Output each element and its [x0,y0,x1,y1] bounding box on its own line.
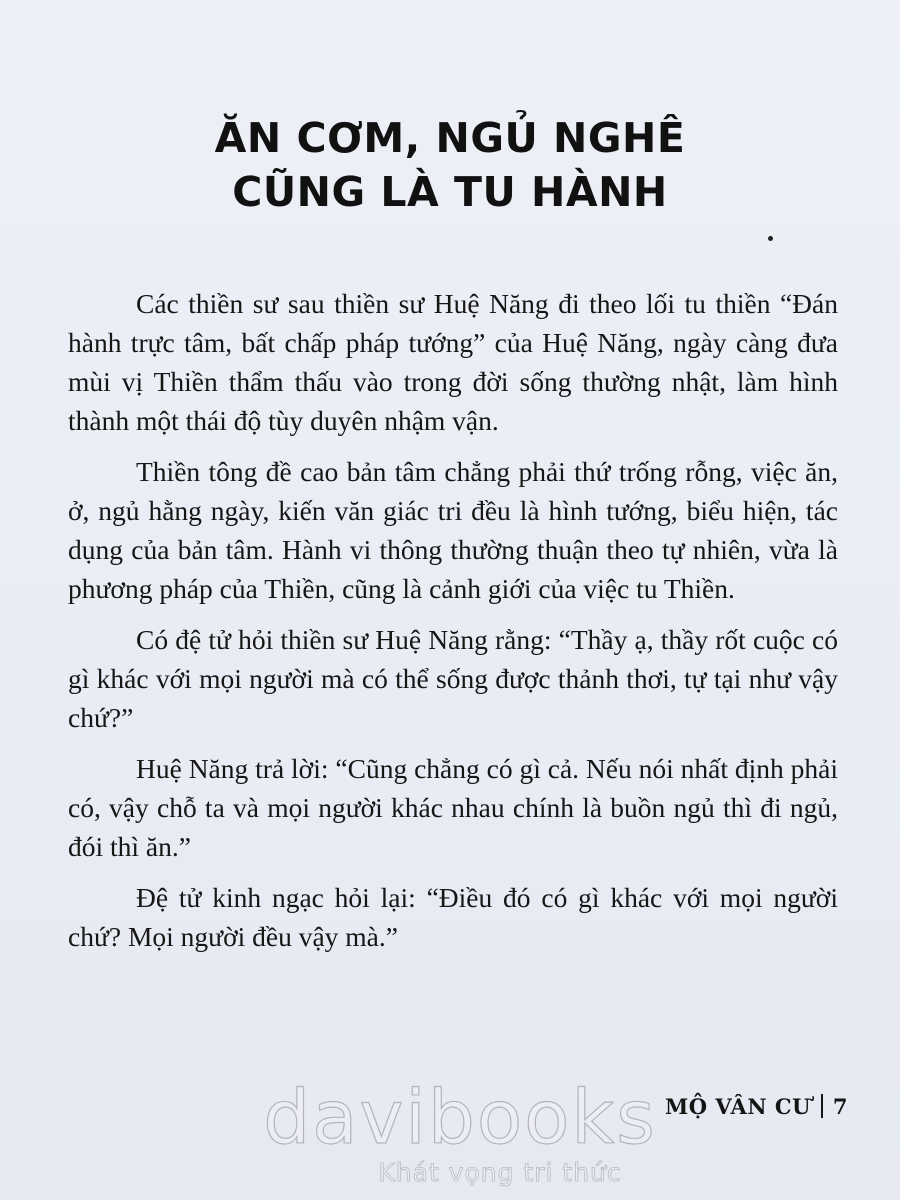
ink-speck [768,236,773,241]
chapter-title-line-1: ĂN CƠM, NGỦ NGHÊ [214,114,686,162]
paragraph-3: Có đệ tử hỏi thiền sư Huệ Năng rằng: “Thầy ạ, thầy rốt cuộc có gì khác với mọi người mà có thể sống được thảnh thơi, tự tại như vậy chứ?” [68,624,838,733]
watermark-tagline: Khát vọng tri thức [378,1158,622,1187]
page-footer [665,1094,848,1119]
paragraph-2: Thiền tông đề cao bản tâm chẳng phải thứ trống rỗng, việc ăn, ở, ngủ hằng ngày, kiến văn giác tri đều là hình tướng, biểu hiện, tác dụng của bản tâm. Hành vi thông thường thuận theo tự nhiên, vừa là phương pháp của Thiền, cũng là cảnh giới của việc tu Thiền. [68,456,838,604]
paragraph-1: Các thiền sư sau thiền sư Huệ Năng đi theo lối tu thiền “Đán hành trực tâm, bất chấp pháp tướng” của Huệ Năng, ngày càng đưa mùi vị Thiền thẩm thấu vào trong đời sống thường nhật, làm hình thành một thái độ tùy duyên nhậm vận. [68,288,838,436]
page-number: 7 [832,1094,848,1119]
footer-separator [821,1094,823,1118]
chapter-title-line-2: CŨNG LÀ TU HÀNH [232,168,668,216]
watermark-logo: davibooks [263,1075,657,1161]
paragraph-5: Đệ tử kinh ngạc hỏi lại: “Điều đó có gì khác với mọi người chứ? Mọi người đều vậy mà.” [68,882,838,952]
paragraph-4: Huệ Năng trả lời: “Cũng chẳng có gì cả. Nếu nói nhất định phải có, vậy chỗ ta và mọi người khác nhau chính là buồn ngủ thì đi ngủ, đói thì ăn.” [68,753,838,862]
running-header-author: MỘ VÂN CƯ [665,1094,811,1119]
body-text [68,284,838,968]
